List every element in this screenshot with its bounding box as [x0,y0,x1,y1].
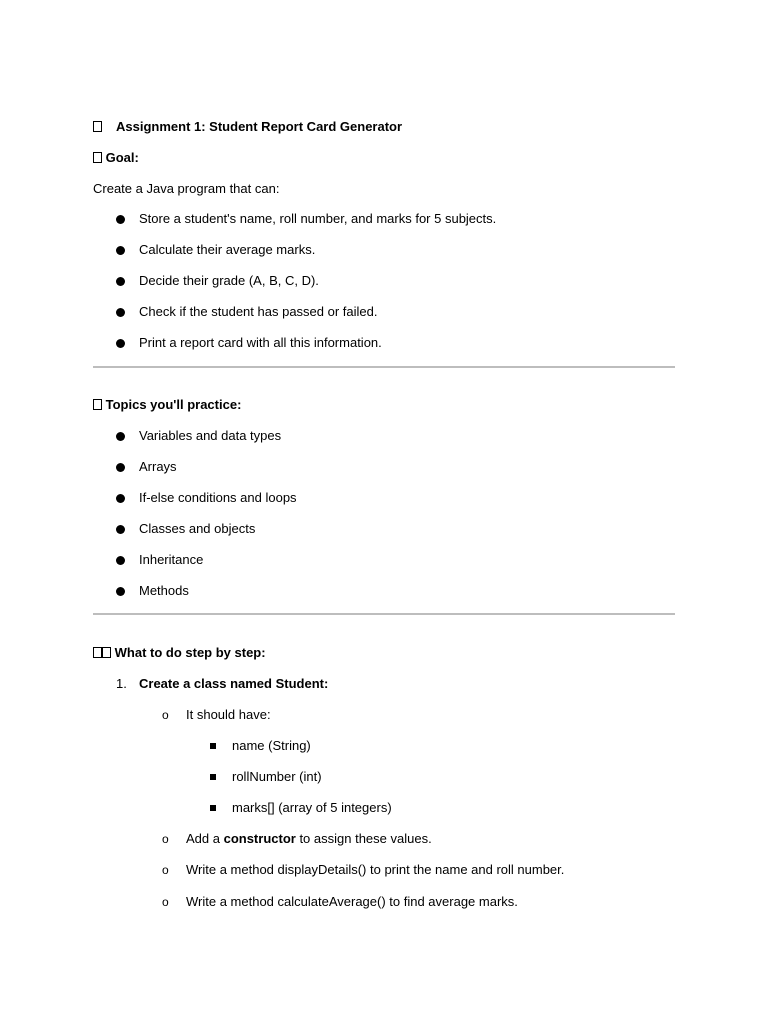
constructor-line [186,831,432,847]
divider [93,366,675,368]
sub-bullet: o [162,708,169,722]
field-item: rollNumber (int) [232,769,322,784]
method-average-line: Write a method calculateAverage() to find average marks. [186,894,518,909]
bullet-icon [116,494,125,503]
step-title: Create a class named Student: [139,676,329,691]
bullet-icon [116,556,125,565]
heading-icon-wrap [93,119,102,135]
bullet-icon [116,308,125,317]
list-item-text: Calculate their average marks. [139,242,316,257]
list-item-text: Inheritance [139,552,204,567]
square-bullet-icon [210,774,216,780]
constructor-prefix: Add a [186,831,224,846]
square-bullet-icon [210,805,216,811]
list-item-text: Arrays [139,459,177,474]
list-item-text: Store a student's name, roll number, and marks for 5 subjects. [139,211,497,226]
steps-heading [93,645,266,661]
constructor-bold: constructor [223,831,296,846]
have-label: It should have: [186,707,271,722]
bullet-icon [116,277,125,286]
list-item-text: Methods [139,583,189,598]
page-title: Assignment 1: Student Report Card Generator [116,119,403,134]
bullet-icon [116,463,125,472]
bullet-icon [116,432,125,441]
bullet-icon [116,339,125,348]
list-item-text: Print a report card with all this information. [139,335,382,350]
bullet-icon [116,525,125,534]
method-display-line: Write a method displayDetails() to print the name and roll number. [186,862,565,877]
topics-label: Topics you'll practice: [105,397,242,412]
bullet-icon [116,587,125,596]
list-item-text: Decide their grade (A, B, C, D). [139,273,319,288]
square-bullet-icon [210,743,216,749]
step-number: 1. [116,676,127,691]
tools-icon [102,647,111,658]
tools-icon [93,647,102,658]
steps-label: What to do step by step: [114,645,266,660]
constructor-suffix: to assign these values. [295,831,432,846]
books-icon [93,399,102,410]
topics-heading [93,397,241,413]
sub-bullet: o [162,832,169,846]
list-item-text: Check if the student has passed or failed. [139,304,378,319]
field-item: marks[] (array of 5 integers) [232,800,392,815]
list-item-text: Variables and data types [139,428,282,443]
target-icon [93,152,102,163]
missing-glyph-icon [93,121,102,132]
sub-bullet: o [162,863,169,877]
list-item-text: If-else conditions and loops [139,490,297,505]
goal-heading [93,150,139,166]
field-item: name (String) [232,738,311,753]
bullet-icon [116,246,125,255]
bullet-icon [116,215,125,224]
divider [93,613,675,615]
goal-intro: Create a Java program that can: [93,181,280,196]
goal-label: Goal: [105,150,139,165]
sub-bullet: o [162,895,169,909]
list-item-text: Classes and objects [139,521,256,536]
